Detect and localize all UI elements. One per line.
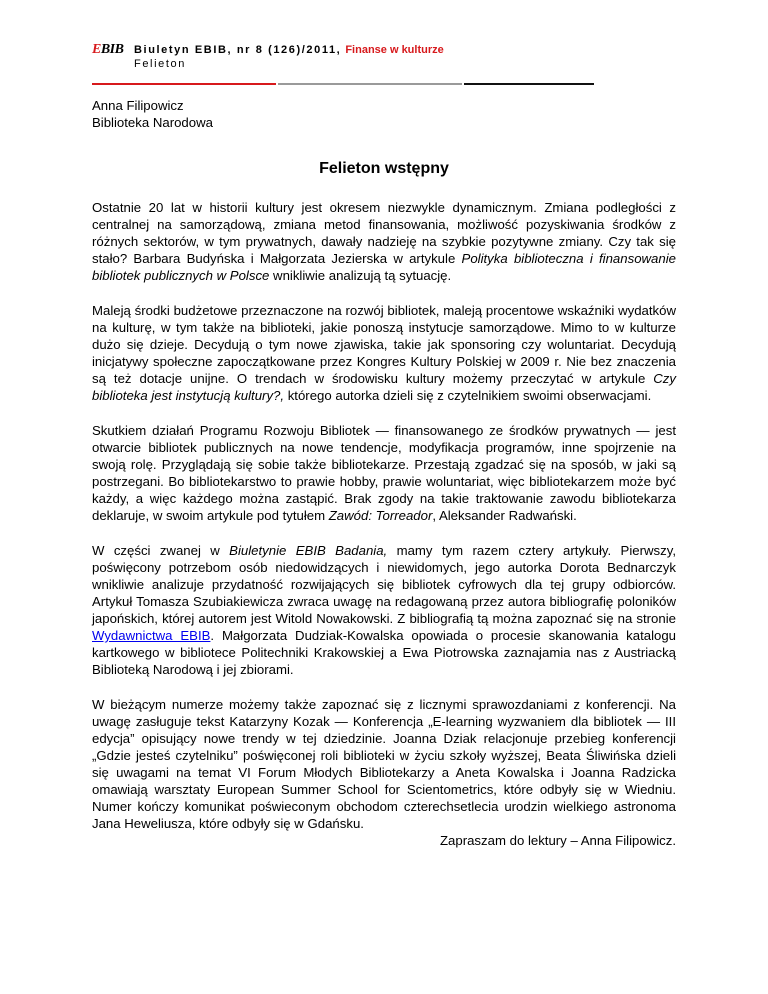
header-rule-dark [464, 83, 594, 85]
author-name: Anna Filipowicz [92, 98, 184, 113]
paragraph-2: Maleją środki budżetowe przeznaczone na rozwój bibliotek, maleją procentowe wskaźniki wydatków na kulturę, w tym także na biblioteki, jakie ponoszą instytucje samorządowe. Mimo to w kulturze dużo się dzieje. Decydują o tym nowe zjawiska, takie jak sponsoring czy woluntariat. Decydują inicjatywy społeczne zapoczątkowane przez Kongres Kultury Polskiej w 2009 r. Nie bez znaczenia są też dotacje unijne. O trendach w środowisku kultury możemy przeczytać w artykule Czy biblioteka jest instytucją kultury?, którego autorka dzieli się z czytelnikiem swoimi obserwacjami. [92, 303, 676, 403]
paragraph-5: W bieżącym numerze możemy także zapoznać się z licznymi sprawozdaniami z konferencji. Na uwagę zasługuje tekst Katarzyny Kozak — Konferencja „E-learning wyzwaniem dla bibliotek — III edycja” opisujący nowe trendy w tej dziedzinie. Joanna Dziak relacjonuje przebieg konferencji „Gdzie jesteś czytelniku” poświęconej roli biblioteki w życiu szkoły wyższej, Beata Śliwińska dzieli się uwagami na temat VI Forum Młodych Bibliotekarzy a Aneta Kowalska i Joanna Radzicka omawiają warsztaty European Summer School for Scientometrics, które odbyły się w Wiedniu. Numer kończy komunikat poświeconym obchodom czterechsetlecia urodzin wielkiego astronoma Jana Heweliusza, które odbyły się w Gdańsku. [92, 697, 676, 831]
issue-theme: Finanse w kulturze [345, 44, 444, 56]
wydawnictwa-ebib-link[interactable]: Wydawnictwa EBIB [92, 628, 211, 643]
cited-title: Zawód: Torreador [328, 508, 433, 523]
paragraph-1: Ostatnie 20 lat w historii kultury jest okresem niezwykle dynamicznym. Zmiana podległości z centralnej na samorządową, zmiana metod finansowania, możliwość pozyskiwania środków z różnych sektorów, w tym prywatnych, dawały nadzieję na szybkie pozytywne zmiany. Czy tak się stało? Barbara Budyńska i Małgorzata Jezierska w artykule Polityka biblioteczna i finansowanie bibliotek publicznych w Polsce wnikliwie analizują tą sytuację. [92, 200, 676, 283]
cited-title: Biuletynie EBIB Badania, [229, 543, 388, 558]
article-title: Felieton wstępny [319, 160, 449, 177]
cited-title: Czy biblioteka jest instytucją kultury?, [92, 371, 676, 403]
paragraph-4: W części zwanej w Biuletynie EBIB Badania, mamy tym razem cztery artykuły. Pierwszy, poświęcony potrzebom osób niedowidzących i niewidomych, jego autorka Dorota Bednarczyk wnikliwie analizuje przydatność rozwijających się bibliotek cyfrowych dla tej grupy odbiorców. Artykuł Tomasza Szubiakiewicza zwraca uwagę na redagowaną przez autora bibliografię poloników japońskich, której autorem jest Witold Nowakowski. Z bibliografią tą można zapoznać się na stronie Wydawnictwa EBIB. Małgorzata Dudziak-Kowalska opowiada o procesie skanowania katalogu kartkowego w bibliotece Politechniki Krakowskiej a Ewa Piotrowska zaznajamia nas z Austriacką Biblioteką Narodową i jej zbiorami. [92, 543, 676, 677]
closing-signature: Zapraszam do lektury – Anna Filipowicz. [439, 833, 676, 848]
paragraph-3: Skutkiem działań Programu Rozwoju Bibliotek — finansowanego ze środków prywatnych — jest otwarcie bibliotek publicznych na nowe tendencje, modyfikacja programów, inne spojrzenie na swoją rolę. Przyglądają się sobie także bibliotekarze. Przestają zgadzać się na sposób, w jaki są postrzegani. Bo bibliotekarstwo to prawie hobby, prawie woluntariat, więc bibliotekarzem może być każdy, a więc każdego można zastąpić. Brak zgody na takie traktowanie zawodu bibliotekarza deklaruje, w swoim artykule pod tytułem Zawód: Torreador, Aleksander Radwański. [92, 423, 676, 523]
publication-line [134, 44, 444, 56]
cited-title: Polityka biblioteczna i finansowanie bibliotek publicznych w Polsce [92, 251, 676, 283]
article [92, 97, 676, 849]
header-rule-gray [278, 83, 462, 85]
ebib-logo: EBIB [92, 42, 124, 57]
section-label: Felieton [134, 58, 186, 70]
author-affiliation: Biblioteka Narodowa [92, 115, 213, 130]
publication-name: Biuletyn EBIB, nr 8 (126)/2011, [134, 44, 342, 56]
header-rule-red [92, 83, 276, 85]
